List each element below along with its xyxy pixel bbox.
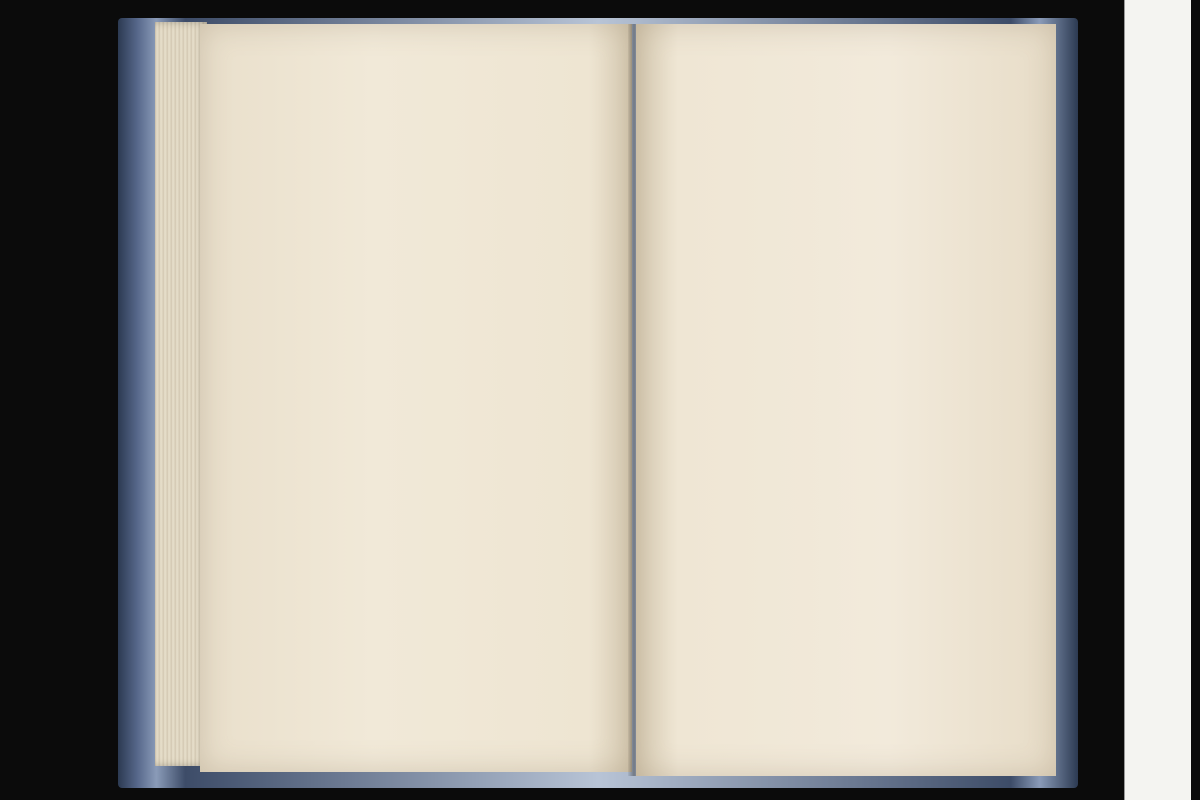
right-page bbox=[636, 24, 1056, 776]
left-page bbox=[200, 24, 632, 772]
measuring-ruler bbox=[1124, 0, 1191, 800]
